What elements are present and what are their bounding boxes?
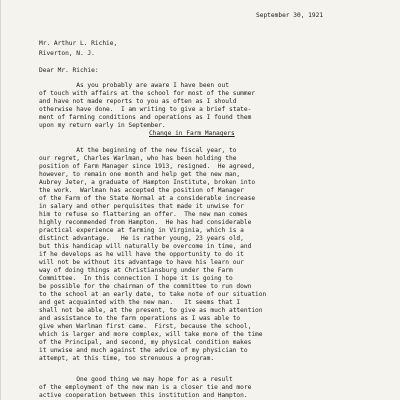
text-line: the work. Warlman has accepted the position of Manager (39, 187, 244, 194)
text-line: be possible for the chairman of the committee to run down (39, 283, 252, 290)
text-line: shall not be able, at the present, to give as much attention (39, 307, 263, 314)
text-line: and get acquainted with the new man. It seems that I (39, 299, 241, 306)
text-line: however, to remain one month and help get the new man, (39, 171, 241, 178)
text-line: highly recommended from Hampton. He has had considerable (39, 219, 252, 226)
text-line: distinct advantage. He is rather young, 23 years old, (39, 235, 244, 242)
text-line: of the employment of the new man is a closer tie and more (39, 384, 252, 391)
text-line: active cooperation between this institution and Hampton. (39, 392, 248, 399)
text-line: upon my return early in September. (39, 122, 166, 129)
section-heading: Change in Farm Managers (149, 130, 235, 137)
text-line: which is larger and more complex, will take more of the time (39, 331, 263, 338)
text-line: Aubrey Jeter, a graduate of Hampton Institute, broken into (39, 179, 256, 186)
text-line: and have not made reports to you as often as I should (39, 98, 237, 105)
text-line: give when Warlman first came. First, because the school, (39, 323, 252, 330)
text-line: One good thing we may hope for as a result (39, 376, 233, 383)
text-line: if he develops as he will have the opportunity to do it (39, 251, 244, 258)
text-line: of the Farm of the State Normal at a considerable increase (39, 195, 256, 202)
text-line: At the beginning of the new fiscal year, to (39, 147, 237, 154)
addressee-location: Riverton, N. J. (39, 50, 95, 57)
text-line: of the Principal, and second, my physical condition makes (39, 339, 252, 346)
addressee-name: Mr. Arthur L. Richie, (39, 40, 118, 47)
text-line: will not be without its advantage to have his learn our (39, 259, 244, 266)
paragraph-intro (39, 82, 379, 130)
text-line: and assistance to the farm operations as I was able to (39, 315, 241, 322)
text-line: him to refuse so flattering an offer. The new man comes (39, 211, 248, 218)
paragraph-farm-managers (39, 147, 379, 363)
text-line: in salary and other perquisites that made it unwise for (39, 203, 244, 210)
text-line: attempt, at this time, too strenuous a program. (39, 355, 215, 362)
text-line: position of Farm Manager since 1913, resigned. He agreed, (39, 163, 256, 170)
text-line: practical experience at farming in Virginia, which is a (39, 227, 244, 234)
text-line: way of doing things at Christiansburg under the Farm (39, 267, 233, 274)
text-line: it unwise and much against the advice of my physician to (39, 347, 248, 354)
text-line: of touch with affairs at the school for most of the summer (39, 90, 256, 97)
text-line: but this handicap will naturally be overcome in time, and (39, 243, 252, 250)
paragraph-closing (39, 376, 379, 400)
text-line: our regret, Charles Warlman, who has been holding the (39, 155, 237, 162)
text-line: otherwise have done. I am writing to give a brief state- (39, 106, 252, 113)
salutation: Dear Mr. Richie: (39, 67, 99, 74)
text-line: to the school at an early date, to take note of our situation (39, 291, 267, 298)
letter-date: September 30, 1921 (256, 12, 324, 19)
text-line: ment of farming conditions and operations as I found them (39, 114, 252, 121)
text-line: Committee. In this connection I hope it is going to (39, 275, 233, 282)
text-line: As you probably are aware I have been out (39, 82, 229, 89)
